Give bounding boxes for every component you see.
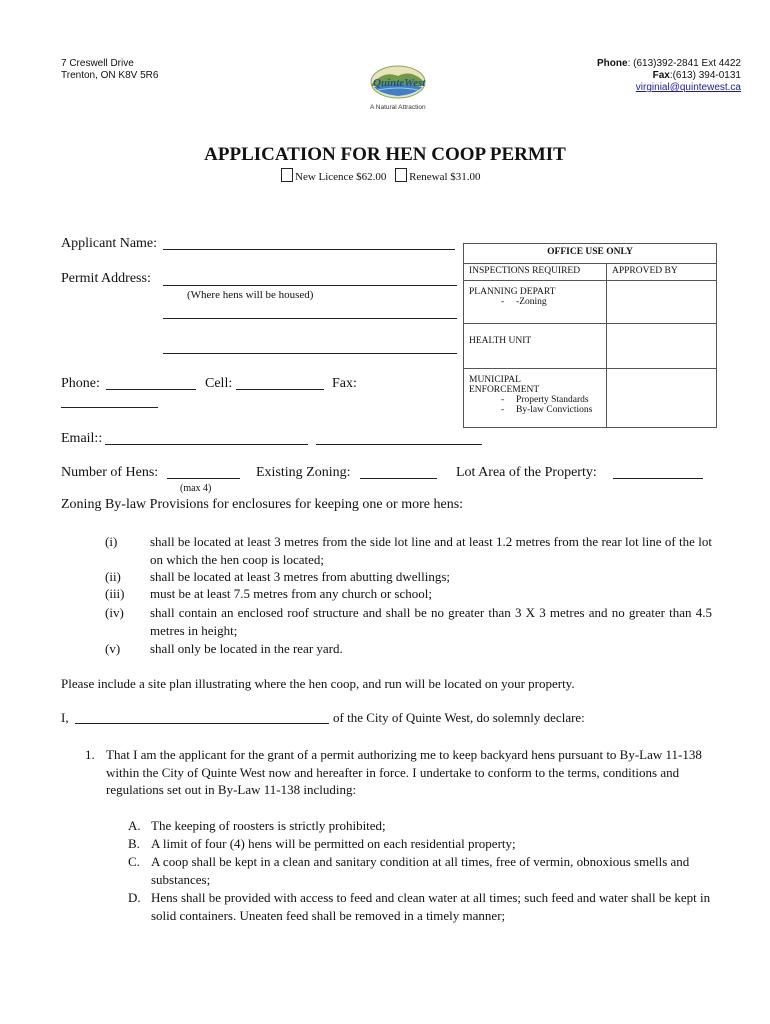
office-use-table [463, 243, 717, 428]
provision-text: shall contain an enclosed roof structure and shall be no greater than 3 X 3 metres and no greater than 4.5 metres in height; [150, 605, 712, 638]
fax-label: Fax [652, 70, 670, 81]
permit-address-note: (Where hens will be housed) [187, 289, 314, 301]
new-licence-label: New Licence $62.00 [295, 171, 387, 183]
planning-label: PLANNING DEPART [469, 287, 556, 297]
declaration-item-text: That I am the applicant for the grant of a permit authorizing me to keep backyard hens pursuant to By-Law 11-138 within the City of Quinte West now and hereafter in force. I undertake to conform to the terms, conditions and regulations set out in By-Law 11-138 including: [106, 747, 702, 797]
declaration-prefix: I, [61, 710, 69, 725]
logo-wordmark: QuinteWest [373, 77, 426, 89]
city-logo [358, 60, 438, 118]
condition-text: A coop shall be kept in a clean and sanitary condition at all times, free of vermin, obnoxious smells and substances; [151, 854, 690, 887]
condition-letter: D. [128, 890, 141, 905]
provision-num: (i) [105, 534, 118, 549]
hens-label: Number of Hens: [61, 465, 159, 480]
condition-letter: C. [128, 854, 140, 869]
page-title: APPLICATION FOR HEN COOP PERMIT [204, 144, 566, 165]
declaration-suffix: of the City of Quinte West, do solemnly declare: [333, 710, 585, 725]
permit-address-field[interactable] [163, 285, 457, 286]
condition-letter: A. [128, 818, 141, 833]
contact-block [481, 58, 741, 94]
email-label: Email:: [61, 431, 103, 446]
renewal-checkbox[interactable] [395, 168, 407, 182]
approved-by-header: APPROVED BY [607, 264, 717, 281]
planning-sub: - -Zoning [501, 297, 547, 307]
provision-text: must be at least 7.5 metres from any church or school; [150, 586, 432, 601]
health-approval-cell[interactable] [607, 324, 717, 369]
zoning-heading: Zoning By-law Provisions for enclosures for keeping one or more hens: [61, 497, 464, 512]
logo-tagline: A Natural Attraction [370, 104, 426, 111]
address-line-1: 7 Creswell Drive [61, 58, 134, 69]
renewal-label: Renewal $31.00 [409, 171, 481, 183]
email-link[interactable]: virginial@quintewest.ca [635, 82, 741, 93]
condition-text: Hens shall be provided with access to feed and clean water at all times; such feed and water shall be kept in solid containers. Uneaten feed shall be removed in a timely manner; [151, 890, 711, 923]
address-line-2: Trenton, ON K8V 5R6 [61, 70, 159, 81]
address-block [61, 58, 158, 82]
email-field[interactable] [105, 444, 308, 445]
renewal-option[interactable] [395, 171, 480, 183]
health-unit-cell: HEALTH UNIT [464, 324, 607, 369]
inspections-header: INSPECTIONS REQUIRED [464, 264, 607, 281]
municipal-cell [464, 369, 607, 428]
licence-options [281, 168, 481, 183]
permit-address-field-2[interactable] [163, 318, 457, 319]
provision-num: (v) [105, 641, 121, 656]
declaration-item-num: 1. [85, 747, 95, 762]
condition-text: The keeping of roosters is strictly prohibited; [151, 818, 386, 833]
phone-value: : (613)392-2841 Ext 4422 [627, 58, 741, 69]
office-use-title: OFFICE USE ONLY [464, 244, 717, 264]
cell-field[interactable] [236, 389, 324, 390]
new-licence-option[interactable] [281, 171, 386, 183]
hens-note: (max 4) [180, 483, 212, 494]
hens-field[interactable] [167, 478, 240, 479]
zoning-sub-label: -Zoning [516, 297, 547, 307]
condition-letter: B. [128, 836, 140, 851]
new-licence-checkbox[interactable] [281, 168, 293, 182]
cell-label: Cell: [205, 376, 233, 391]
municipal-label-2: ENFORCEMENT [469, 385, 540, 395]
municipal-approval-cell[interactable] [607, 369, 717, 428]
planning-cell [464, 281, 607, 324]
fax-label: Fax: [332, 376, 357, 391]
phone-line [481, 58, 741, 70]
provision-num: (iii) [105, 586, 125, 601]
provision-text: shall be located at least 3 metres from the side lot line and at least 1.2 metres from the rear lot line of the lot on which the hen coop is located; [150, 534, 712, 567]
bylaw-convictions-label: By-law Convictions [516, 405, 593, 415]
phone-label: Phone [597, 58, 628, 69]
site-plan-note: Please include a site plan illustrating where the hen coop, and run will be located on your property. [61, 676, 575, 691]
provision-num: (iv) [105, 605, 124, 620]
municipal-sub-1: - Property Standards [501, 395, 589, 405]
applicant-name-field[interactable] [163, 249, 455, 250]
email-field-2[interactable] [316, 444, 482, 445]
provision-text: shall only be located in the rear yard. [150, 641, 343, 656]
fax-field[interactable] [61, 407, 158, 408]
permit-address-field-3[interactable] [163, 353, 457, 354]
lot-area-field[interactable] [613, 478, 703, 479]
fax-value: :(613) 394-0131 [669, 70, 741, 81]
planning-approval-cell[interactable] [607, 281, 717, 324]
provision-text: shall be located at least 3 metres from abutting dwellings; [150, 569, 451, 584]
zoning-field[interactable] [360, 478, 437, 479]
phone-field[interactable] [106, 389, 196, 390]
fax-line [481, 70, 741, 82]
provision-num: (ii) [105, 569, 121, 584]
declarant-name-field[interactable] [75, 723, 329, 724]
lot-area-label: Lot Area of the Property: [456, 465, 597, 480]
municipal-label-1: MUNICIPAL [469, 375, 521, 385]
municipal-sub-2: - By-law Convictions [501, 405, 593, 415]
condition-text: A limit of four (4) hens will be permitted on each residential property; [151, 836, 516, 851]
applicant-name-label: Applicant Name: [61, 236, 158, 251]
zoning-label: Existing Zoning: [256, 465, 351, 480]
property-standards-label: Property Standards [516, 395, 589, 405]
permit-address-label: Permit Address: [61, 271, 151, 286]
phone-label: Phone: [61, 376, 100, 391]
